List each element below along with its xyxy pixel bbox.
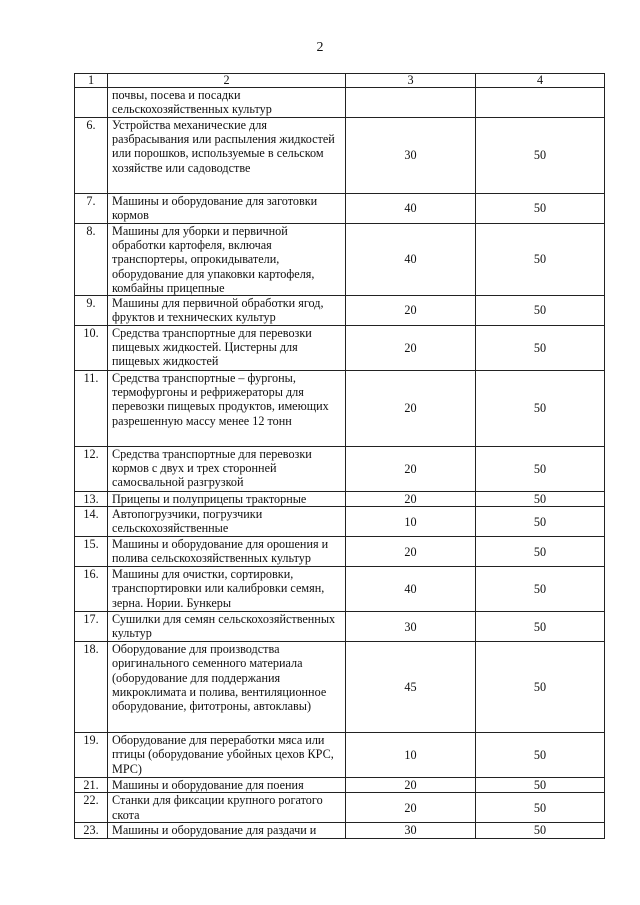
row-number: 6.	[75, 118, 108, 194]
row-value-col4: 50	[476, 224, 605, 296]
row-number: 18.	[75, 642, 108, 733]
row-description: Средства транспортные для перевозки пищевых жидкостей. Цистерны для пищевых жидкостей	[108, 326, 346, 371]
row-number: 15.	[75, 537, 108, 567]
row-value-col3: 20	[346, 371, 476, 447]
row-number: 8.	[75, 224, 108, 296]
row-value-col4: 50	[476, 733, 605, 778]
row-value-col4: 50	[476, 492, 605, 507]
table-row	[75, 733, 605, 778]
row-description: Станки для фиксации крупного рогатого скота	[108, 793, 346, 823]
row-value-col3: 40	[346, 194, 476, 224]
row-number: 17.	[75, 612, 108, 642]
row-number: 19.	[75, 733, 108, 778]
table-row	[75, 296, 605, 326]
row-value-col3: 20	[346, 296, 476, 326]
row-value-col3: 40	[346, 567, 476, 612]
row-description: Машины для уборки и первичной обработки картофеля, включая транспортеры, опрокидыватели, оборудование для упаковки картофеля, комбайны прицепные	[108, 224, 346, 296]
row-value-col3: 30	[346, 118, 476, 194]
row-number: 14.	[75, 507, 108, 537]
row-value-col3: 20	[346, 326, 476, 371]
row-number: 7.	[75, 194, 108, 224]
table-header-row	[75, 74, 605, 88]
row-description: Машины для очистки, сортировки, транспортировки или калибровки семян, зерна. Нории. Бункеры	[108, 567, 346, 612]
row-value-col4: 50	[476, 793, 605, 823]
row-description: Прицепы и полуприцепы тракторные	[108, 492, 346, 507]
table-row	[75, 492, 605, 507]
row-number: 9.	[75, 296, 108, 326]
table-row	[75, 371, 605, 447]
table-row	[75, 224, 605, 296]
row-value-col3: 30	[346, 823, 476, 838]
row-number	[75, 88, 108, 118]
row-value-col3: 45	[346, 642, 476, 733]
row-value-col4: 50	[476, 778, 605, 793]
page-number: 2	[316, 40, 324, 55]
table-row	[75, 326, 605, 371]
row-value-col4: 50	[476, 371, 605, 447]
row-value-col3: 10	[346, 733, 476, 778]
row-description: Средства транспортные – фургоны, термофургоны и рефрижераторы для перевозки пищевых продуктов, имеющих разрешенную массу менее 12 тонн	[108, 371, 346, 447]
row-number: 11.	[75, 371, 108, 447]
row-description: почвы, посева и посадки сельскохозяйственных культур	[108, 88, 346, 118]
row-value-col3: 20	[346, 447, 476, 492]
row-description: Машины и оборудование для орошения и полива сельскохозяйственных культур	[108, 537, 346, 567]
table-row	[75, 642, 605, 733]
row-value-col4: 50	[476, 507, 605, 537]
table-row	[75, 118, 605, 194]
row-value-col4: 50	[476, 612, 605, 642]
row-description: Машины и оборудование для раздачи и	[108, 823, 346, 838]
row-value-col4: 50	[476, 326, 605, 371]
table-row	[75, 537, 605, 567]
row-value-col3	[346, 88, 476, 118]
row-value-col3: 20	[346, 793, 476, 823]
row-value-col4: 50	[476, 296, 605, 326]
row-description: Машины для первичной обработки ягод, фруктов и технических культур	[108, 296, 346, 326]
row-value-col3: 20	[346, 492, 476, 507]
header-col-4: 4	[476, 74, 605, 88]
row-description: Машины и оборудование для заготовки кормов	[108, 194, 346, 224]
row-value-col3: 40	[346, 224, 476, 296]
row-description: Машины и оборудование для поения	[108, 778, 346, 793]
table-row	[75, 507, 605, 537]
table-row	[75, 567, 605, 612]
row-value-col3: 20	[346, 537, 476, 567]
row-value-col4: 50	[476, 194, 605, 224]
row-number: 13.	[75, 492, 108, 507]
header-col-2: 2	[108, 74, 346, 88]
row-number: 23.	[75, 823, 108, 838]
table-row	[75, 88, 605, 118]
row-number: 10.	[75, 326, 108, 371]
row-number: 21.	[75, 778, 108, 793]
table-row	[75, 823, 605, 838]
row-value-col3: 10	[346, 507, 476, 537]
table-row	[75, 194, 605, 224]
row-value-col4: 50	[476, 642, 605, 733]
row-value-col4	[476, 88, 605, 118]
row-value-col4: 50	[476, 537, 605, 567]
row-value-col4: 50	[476, 447, 605, 492]
equipment-table	[74, 73, 605, 839]
row-number: 16.	[75, 567, 108, 612]
header-col-1: 1	[75, 74, 108, 88]
table-row	[75, 447, 605, 492]
row-description: Оборудование для производства оригинального семенного материала (оборудование для поддержания микроклимата и полива, вентиляционное оборудование, фитотроны, автоклавы)	[108, 642, 346, 733]
row-description: Устройства механические для разбрасывания или распыления жидкостей или порошков, используемые в сельском хозяйстве или садоводстве	[108, 118, 346, 194]
row-description: Сушилки для семян сельскохозяйственных культур	[108, 612, 346, 642]
table-row	[75, 793, 605, 823]
row-description: Оборудование для переработки мяса или птицы (оборудование убойных цехов КРС, МРС)	[108, 733, 346, 778]
row-number: 22.	[75, 793, 108, 823]
header-col-3: 3	[346, 74, 476, 88]
row-value-col3: 30	[346, 612, 476, 642]
row-value-col4: 50	[476, 118, 605, 194]
table-row	[75, 778, 605, 793]
row-number: 12.	[75, 447, 108, 492]
row-description: Автопогрузчики, погрузчики сельскохозяйственные	[108, 507, 346, 537]
row-value-col4: 50	[476, 823, 605, 838]
table-row	[75, 612, 605, 642]
row-description: Средства транспортные для перевозки кормов с двух и трех сторонней самосвальной разгрузкой	[108, 447, 346, 492]
row-value-col4: 50	[476, 567, 605, 612]
row-value-col3: 20	[346, 778, 476, 793]
